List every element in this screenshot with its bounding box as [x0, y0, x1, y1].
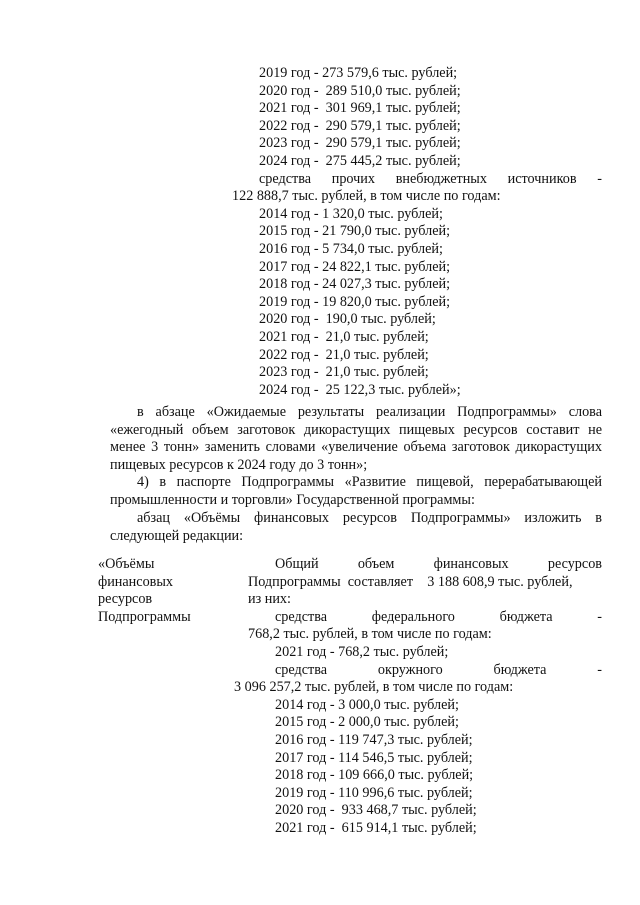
- year-line: 2020 год - 289 510,0 тыс. рублей;: [259, 82, 461, 99]
- year-line: 2018 год - 24 027,3 тыс. рублей;: [259, 276, 451, 293]
- results-paragraph: [110, 404, 602, 474]
- year-line: 2016 год - 119 747,3 тыс. рублей;: [275, 731, 473, 748]
- paragraph-line: в абзаце «Ожидаемые результаты реализации Подпрограммы» слова: [137, 404, 602, 420]
- year-line: 2017 год - 24 822,1 тыс. рублей;: [259, 258, 451, 275]
- year-line: 2020 год - 933 468,7 тыс. рублей;: [275, 802, 477, 819]
- paragraph-line: следующей редакции:: [110, 527, 244, 544]
- table-row-content: [234, 556, 602, 838]
- year-line: 2014 год - 1 320,0 тыс. рублей;: [259, 205, 443, 222]
- year-line: 2015 год - 2 000,0 тыс. рублей;: [275, 714, 459, 731]
- abzac-paragraph: [110, 510, 602, 545]
- year-line: 2019 год - 110 996,6 тыс. рублей;: [275, 784, 473, 801]
- other-sources-heading: средства прочих внебюджетных источников -: [259, 170, 602, 187]
- other-sources-total: 122 888,7 тыс. рублей, в том числе по годам:: [232, 188, 501, 205]
- year-line: 2014 год - 3 000,0 тыс. рублей;: [275, 696, 459, 713]
- year-line: 2019 год - 19 820,0 тыс. рублей;: [259, 293, 451, 310]
- year-line: 2022 год - 290 579,1 тыс. рублей;: [259, 117, 461, 134]
- total-line: Общий объем финансовых ресурсов: [275, 556, 602, 572]
- federal-total: 768,2 тыс. рублей, в том числе по годам:: [248, 626, 492, 643]
- year-line: 2024 год - 25 122,3 тыс. рублей»;: [259, 381, 461, 398]
- year-line: 2023 год - 290 579,1 тыс. рублей;: [259, 135, 461, 152]
- paragraph-line: «ежегодный объем заготовок дикорастущих пищевых ресурсов составит не: [110, 421, 602, 438]
- year-line: 2021 год - 301 969,1 тыс. рублей;: [259, 100, 461, 117]
- total-line: Подпрограммы составляет 3 188 608,9 тыс. рублей,: [248, 573, 573, 590]
- year-line: 2015 год - 21 790,0 тыс. рублей;: [259, 223, 451, 240]
- district-heading: средства окружного бюджета -: [275, 661, 602, 678]
- label-line: ресурсов: [98, 591, 153, 608]
- table-row-label: [98, 556, 238, 626]
- paragraph-line: промышленности и торговли» Государственной программы:: [110, 491, 475, 508]
- paragraph-line: 4) в паспорте Подпрограммы «Развитие пищевой, перерабатывающей: [137, 474, 602, 490]
- year-line: 2021 год - 768,2 тыс. рублей;: [275, 643, 449, 660]
- year-line: 2016 год - 5 734,0 тыс. рублей;: [259, 240, 443, 257]
- year-line: 2024 год - 275 445,2 тыс. рублей;: [259, 152, 461, 169]
- funding-years-block: [232, 65, 602, 399]
- federal-heading: средства федерального бюджета -: [275, 608, 602, 625]
- year-line: 2022 год - 21,0 тыс. рублей;: [259, 346, 429, 363]
- year-line: 2021 год - 21,0 тыс. рублей;: [259, 328, 429, 345]
- label-line: «Объёмы: [98, 556, 155, 572]
- passport-paragraph: [110, 474, 602, 509]
- paragraph-line: пищевых ресурсов к 2024 году до 3 тонн»;: [110, 456, 368, 473]
- district-total: 3 096 257,2 тыс. рублей, в том числе по годам:: [234, 679, 514, 696]
- year-line: 2020 год - 190,0 тыс. рублей;: [259, 311, 436, 328]
- label-line: Подпрограммы: [98, 608, 191, 625]
- year-line: 2019 год - 273 579,6 тыс. рублей;: [259, 65, 458, 81]
- paragraph-line: абзац «Объёмы финансовых ресурсов Подпрограммы» изложить в: [137, 510, 602, 526]
- year-line: 2021 год - 615 914,1 тыс. рублей;: [275, 819, 477, 836]
- year-line: 2023 год - 21,0 тыс. рублей;: [259, 364, 429, 381]
- label-line: финансовых: [98, 573, 173, 590]
- year-line: 2017 год - 114 546,5 тыс. рублей;: [275, 749, 473, 766]
- total-line: из них:: [248, 591, 291, 608]
- paragraph-line: менее 3 тонн» заменить словами «увеличение объема заготовок дикорастущих: [110, 439, 602, 456]
- year-line: 2018 год - 109 666,0 тыс. рублей;: [275, 767, 474, 784]
